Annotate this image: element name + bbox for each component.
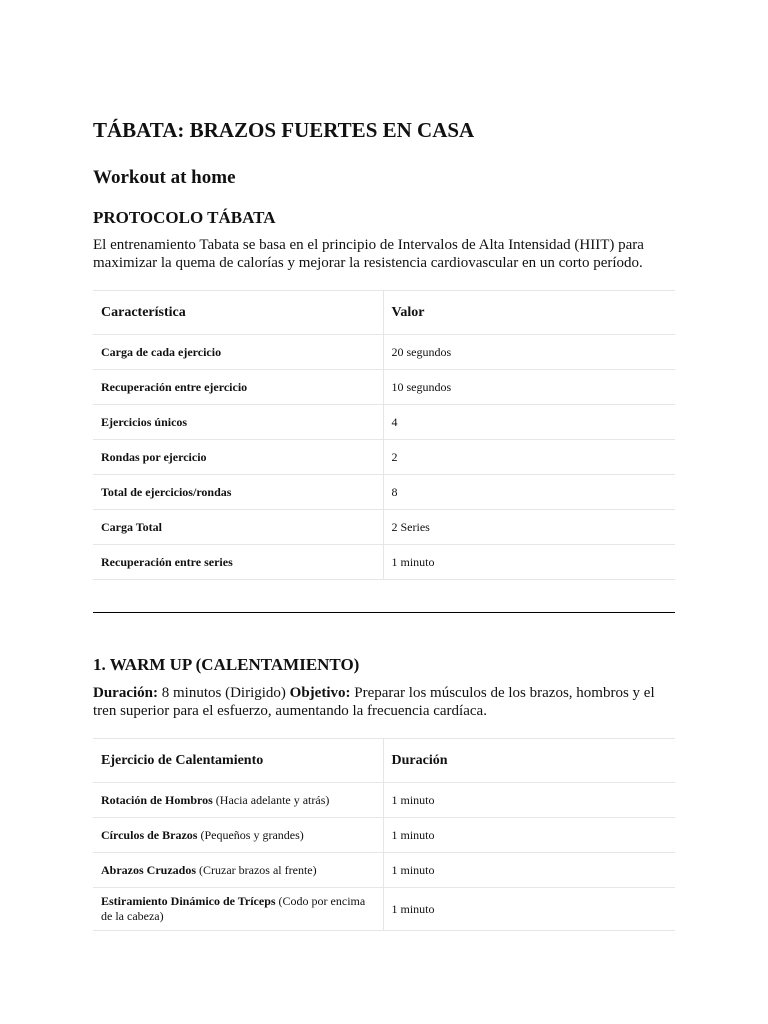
document-title: TÁBATA: BRAZOS FUERTES EN CASA <box>93 118 475 142</box>
exercise-cell <box>93 888 383 931</box>
value-cell: 20 segundos <box>383 335 675 370</box>
feature-cell: Rondas por ejercicio <box>93 440 383 475</box>
protocol-table <box>93 290 675 580</box>
warmup-heading: 1. WARM UP (CALENTAMIENTO) <box>93 655 360 674</box>
table-row <box>93 888 675 931</box>
duration-value: 8 minutos (Dirigido) <box>158 685 290 701</box>
exercise-name: Estiramiento Dinámico de Tríceps <box>101 894 276 908</box>
table-row <box>93 545 675 580</box>
objective-value: Preparar los músculos de los brazos, hombros y el tren superior para el esfuerzo, aumentando la frecuencia cardíaca. <box>93 685 655 719</box>
warmup-table <box>93 738 675 931</box>
value-cell: 10 segundos <box>383 370 675 405</box>
protocol-intro: El entrenamiento Tabata se basa en el principio de Intervalos de Alta Intensidad (HIIT) para maximizar la quema de calorías y mejorar la resistencia cardiovascular en un corto período. <box>93 237 644 271</box>
table-row <box>93 440 675 475</box>
duration-cell: 1 minuto <box>383 818 675 853</box>
feature-cell: Recuperación entre series <box>93 545 383 580</box>
column-header: Duración <box>383 739 675 783</box>
table-row <box>93 370 675 405</box>
duration-cell: 1 minuto <box>383 888 675 931</box>
exercise-note: (Codo por encima de la cabeza) <box>101 894 366 923</box>
exercise-note: (Pequeños y grandes) <box>197 827 304 842</box>
exercise-name: Círculos de Brazos <box>101 827 198 842</box>
exercise-note: (Hacia adelante y atrás) <box>212 792 330 807</box>
table-row <box>93 475 675 510</box>
protocol-heading: PROTOCOLO TÁBATA <box>93 208 276 227</box>
feature-cell: Carga de cada ejercicio <box>93 335 383 370</box>
feature-cell: Total de ejercicios/rondas <box>93 475 383 510</box>
duration-cell: 1 minuto <box>383 853 675 888</box>
duration-label: Duración: <box>93 685 158 701</box>
table-row <box>93 818 675 853</box>
value-cell: 2 <box>383 440 675 475</box>
column-header: Característica <box>93 291 383 335</box>
exercise-cell <box>93 853 383 888</box>
value-cell: 1 minuto <box>383 545 675 580</box>
duration-cell: 1 minuto <box>383 783 675 818</box>
exercise-cell <box>93 783 383 818</box>
table-row <box>93 405 675 440</box>
value-cell: 2 Series <box>383 510 675 545</box>
warmup-description <box>93 684 675 720</box>
table-row <box>93 335 675 370</box>
exercise-cell <box>93 818 383 853</box>
value-cell: 4 <box>383 405 675 440</box>
section-divider <box>93 612 675 613</box>
table-header-row <box>93 291 675 335</box>
column-header: Ejercicio de Calentamiento <box>93 739 383 783</box>
exercise-name: Abrazos Cruzados <box>101 862 196 877</box>
table-row <box>93 853 675 888</box>
table-row <box>93 783 675 818</box>
exercise-name: Rotación de Hombros <box>101 792 213 807</box>
feature-cell: Recuperación entre ejercicio <box>93 370 383 405</box>
column-header: Valor <box>383 291 675 335</box>
table-row <box>93 510 675 545</box>
exercise-note: (Cruzar brazos al frente) <box>196 862 317 877</box>
document-subtitle: Workout at home <box>93 167 236 188</box>
table-header-row <box>93 739 675 783</box>
feature-cell: Ejercicios únicos <box>93 405 383 440</box>
value-cell: 8 <box>383 475 675 510</box>
objective-label: Objetivo: <box>289 685 351 701</box>
feature-cell: Carga Total <box>93 510 383 545</box>
